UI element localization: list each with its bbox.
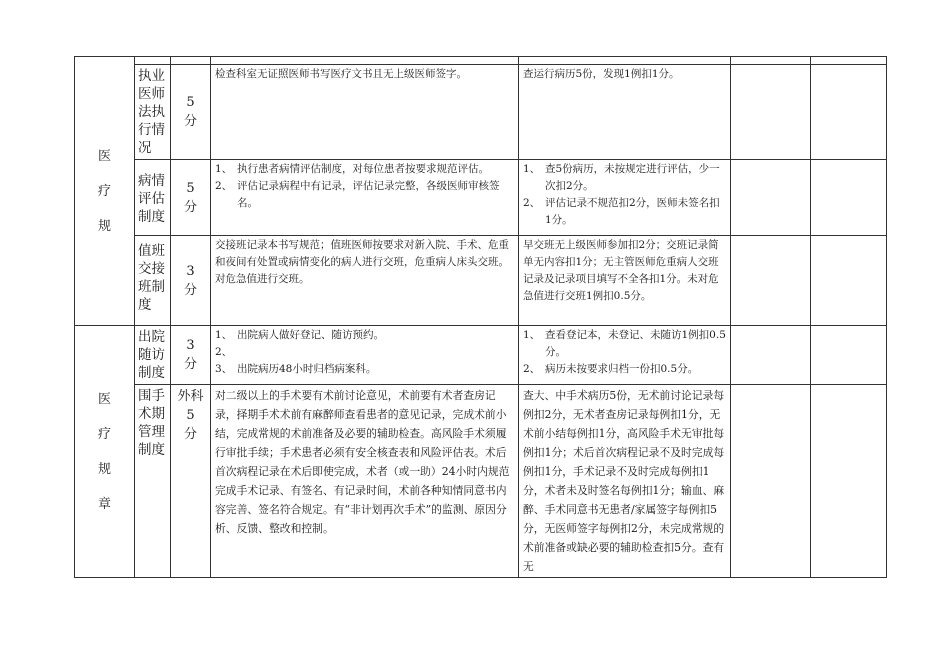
score-cell: [171, 385, 211, 578]
empty-cell: [811, 326, 887, 385]
list-number: 2、: [215, 346, 233, 358]
category-cell-2: [75, 326, 135, 578]
score-value: 5: [186, 180, 195, 196]
score-cell: [171, 236, 211, 326]
evaluation-text: 查大、中手术病历5份，无术前讨论记录每例扣2分，无术者查房记录每例扣1分，无术前小结每例扣1分，高风险手术无审批每例扣1分；术后首次病程记录不及时完成每例扣1分，手术记录不及时完成每例扣1分，术者未及时签名每例扣1分；输血、麻醉、手术同意书无患者/家属签字每例扣5分，无医师签字每例扣2分，未完成常规的术前准备或缺必要的辅助检查扣5分。查有无: [523, 389, 725, 573]
list-item: [215, 178, 514, 212]
list-item: [523, 161, 726, 195]
category-char: 疗: [97, 183, 111, 199]
empty-cell: [731, 326, 811, 385]
list-text: 评估记录病程中有记录，评估记录完整，各级医师审核签名。: [237, 180, 500, 209]
score-cell: [171, 65, 211, 160]
empty-cell: [171, 57, 211, 65]
list-item: [523, 327, 726, 361]
standard-text: 交接班记录本书写规范；值班医师按要求对新入院、手术、危重和夜间有处置或病情变化的病人进行交班，危重病人床头交班。对危急值进行交班。: [215, 239, 509, 285]
list-text: 出院病人做好登记、随访预约。: [237, 329, 384, 341]
item-name: 围手术期管理制度: [135, 385, 171, 578]
list-item: [215, 161, 514, 178]
empty-cell: [731, 385, 811, 578]
empty-cell: [811, 236, 887, 326]
score-value: 5: [186, 408, 195, 423]
score-unit: 分: [183, 114, 197, 129]
score-cell: [171, 160, 211, 236]
list-text: 出院病历48小时归档病案科。: [237, 363, 377, 375]
category-cell-1: [75, 57, 135, 326]
standard-cell: [211, 385, 519, 578]
category-char: 规: [97, 218, 111, 234]
score-unit: 分: [183, 357, 197, 372]
list-item: [215, 361, 514, 378]
evaluation-cell: [519, 65, 731, 160]
list-number: 2、: [215, 180, 233, 192]
list-number: 3、: [215, 363, 233, 375]
category-char: 医: [97, 148, 111, 164]
list-number: 1、: [523, 329, 541, 341]
list-text: 查看登记本，未登记、未随访1例扣0.5分。: [545, 329, 726, 358]
empty-cell: [731, 160, 811, 236]
list-text: [237, 344, 514, 361]
evaluation-text: 查运行病历5份，发现1例扣1分。: [523, 68, 680, 80]
table-row: [75, 160, 887, 236]
category-char: 章: [97, 496, 111, 512]
score-value: 3: [186, 338, 195, 353]
category-char: 医: [97, 391, 111, 407]
empty-cell: [811, 160, 887, 236]
standard-cell: [211, 160, 519, 236]
list-number: 2、: [523, 363, 541, 375]
list-item: [215, 327, 514, 344]
empty-cell: [135, 57, 171, 65]
evaluation-cell: [519, 160, 731, 236]
empty-cell: [811, 65, 887, 160]
list-number: 1、: [523, 163, 541, 175]
score-dept: 外科: [177, 389, 204, 404]
standard-cell: [211, 65, 519, 160]
list-number: 1、: [215, 163, 233, 175]
standard-text: 对二级以上的手术要有术前讨论意见，术前要有术者查房记录，择期手术术前有麻醉师查看患者的意见记录，完成术前小结，完成常规的术前准备及必要的辅助检查。高风险手术须履行审批手续；手术患者必须有安全核查表和风险评估表。术后首次病程记录在术后即使完成，术者（或一助）24小时内规范完成手术记录、有签名、有记录时间，术前各种知情同意书内容完善、签名符合规定。有“非计划再次手术”的监测、原因分析、反馈、整改和控制。: [215, 389, 510, 535]
list-item: [215, 344, 514, 361]
evaluation-cell: [519, 385, 731, 578]
table-row: [75, 385, 887, 578]
list-item: [523, 361, 726, 378]
item-name: 病情评估制度: [135, 160, 171, 236]
category-char: 规: [97, 461, 111, 477]
empty-cell: [211, 57, 519, 65]
list-text: 执行患者病情评估制度，对每位患者按要求规范评估。: [237, 163, 489, 175]
score-unit: 分: [183, 282, 197, 298]
standard-text: 检查科室无证照医师书写医疗文书且无上级医师签字。: [215, 68, 467, 80]
list-text: 评估记录不规范扣2分，医师未签名扣1分。: [545, 197, 720, 226]
list-text: 查5份病历，未按规定进行评估，少一次扣2分。: [545, 163, 720, 192]
standard-cell: [211, 326, 519, 385]
evaluation-text: 早交班无上级医师参加扣2分；交班记录简单无内容扣1分；无主管医师危重病人交班记录及记录项目填写不全各扣1分。未对危急值进行交班1例扣0.5分。: [523, 239, 719, 302]
score-value: 3: [186, 263, 195, 279]
evaluation-cell: [519, 236, 731, 326]
score-unit: 分: [183, 427, 197, 442]
empty-cell: [731, 236, 811, 326]
empty-cell: [519, 57, 731, 65]
score-cell: [171, 326, 211, 385]
table-row: [75, 326, 887, 385]
standard-cell: [211, 236, 519, 326]
header-strip-row: [75, 57, 887, 65]
category-char: 疗: [97, 426, 111, 442]
empty-cell: [731, 65, 811, 160]
score-unit: 分: [183, 199, 197, 215]
list-number: 2、: [523, 197, 541, 209]
empty-cell: [811, 57, 887, 65]
evaluation-table: [74, 56, 887, 578]
list-item: [523, 195, 726, 229]
list-text: 病历未按要求归档一份扣0.5分。: [545, 363, 699, 375]
empty-cell: [811, 385, 887, 578]
evaluation-cell: [519, 326, 731, 385]
item-name: 执业医师法执行情况: [135, 65, 171, 160]
score-value: 5: [186, 95, 195, 110]
empty-cell: [731, 57, 811, 65]
item-name: 值班交接班制度: [135, 236, 171, 326]
table-row: [75, 65, 887, 160]
item-name: 出院随访制度: [135, 326, 171, 385]
table-row: [75, 236, 887, 326]
list-number: 1、: [215, 329, 233, 341]
